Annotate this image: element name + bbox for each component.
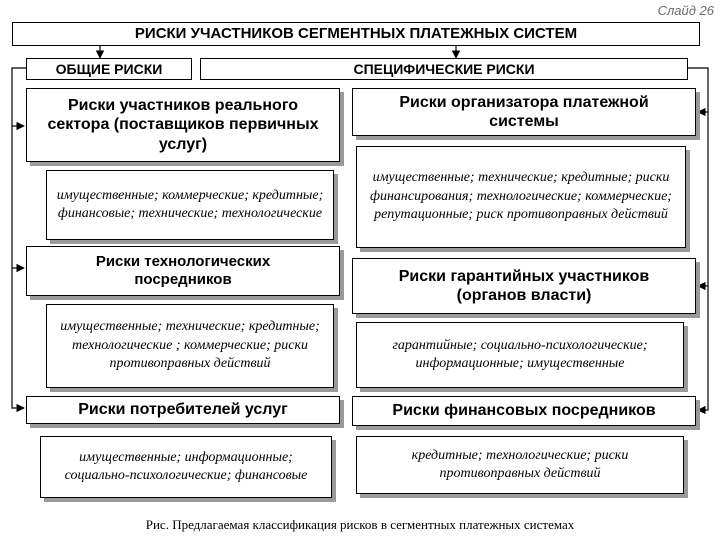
payment-system-organizer-box: Риски организатора платежной системы [352,88,696,136]
consumers-risks-box: имущественные; информационные; социально-психологические; финансовые [40,436,332,498]
general-risks-header: ОБЩИЕ РИСКИ [26,58,192,80]
tech-intermediaries-risks-box: имущественные; технические; кредитные; технологические ; коммерческие; риски противоправных действий [46,304,334,388]
figure-caption: Рис. Предлагаемая классификация рисков в сегментных платежных системах [145,517,575,532]
diagram-title: РИСКИ УЧАСТНИКОВ СЕГМЕНТНЫХ ПЛАТЕЖНЫХ СИСТЕМ [12,22,700,46]
slide-number: Слайд 26 [657,3,714,18]
guarantee-risks-box: гарантийные; социально-психологические; информационные; имущественные [356,322,684,388]
real-sector-risks-box: имущественные; коммерческие; кредитные; финансовые; технические; технологические [46,170,334,240]
financial-intermediaries-risks-box: кредитные; технологические; риски противоправных действий [356,436,684,494]
tech-intermediaries-box: Риски технологических посредников [26,246,340,296]
consumers-box: Риски потребителей услуг [26,396,340,424]
real-sector-participants-box: Риски участников реального сектора (поставщиков первичных услуг) [26,88,340,162]
specific-risks-header: СПЕЦИФИЧЕСКИЕ РИСКИ [200,58,688,80]
financial-intermediaries-box: Риски финансовых посредников [352,396,696,426]
guarantee-participants-box: Риски гарантийных участников (органов власти) [352,258,696,314]
organizer-risks-box: имущественные; технические; кредитные; риски финансирования; технологические; коммерческие; репутационные; риск противоправных действий [356,146,686,248]
